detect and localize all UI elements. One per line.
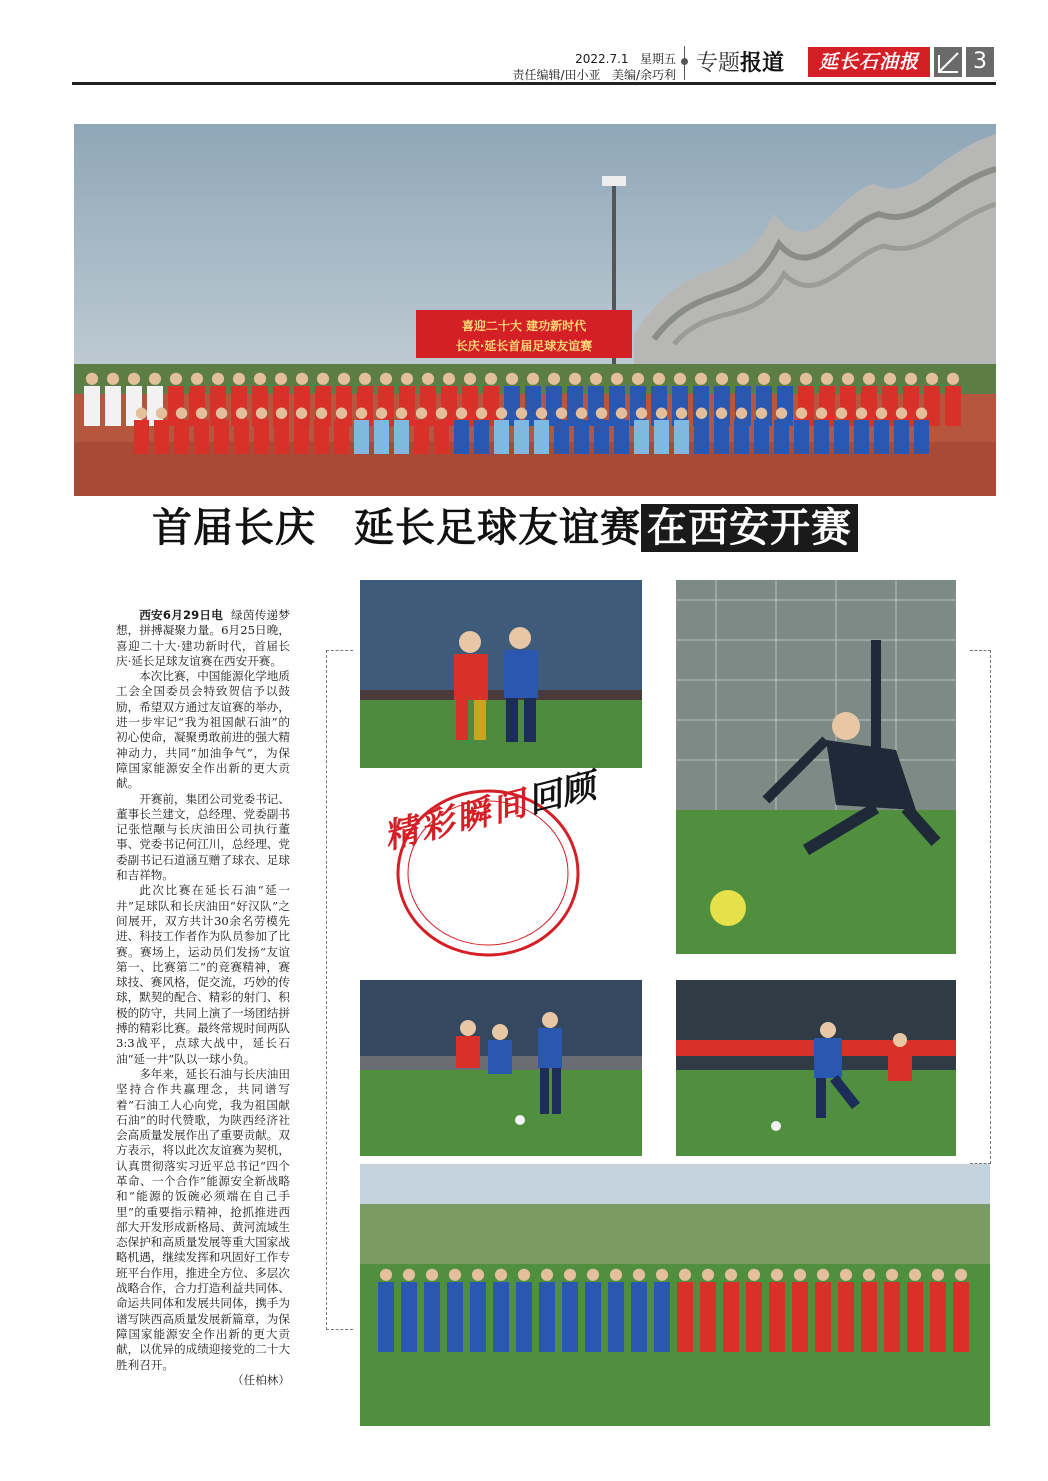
crowd-figure — [394, 408, 409, 454]
match-photo-goalkeeper — [676, 580, 956, 954]
crowd-figure — [903, 373, 919, 426]
crowd-figure — [174, 408, 189, 454]
headline-part-3: 在西安开赛 — [641, 504, 858, 552]
crowd-figure — [314, 408, 329, 454]
crowd-figure — [574, 408, 589, 454]
match-photo-attack — [360, 980, 642, 1156]
article-byline: （任柏林） — [232, 1372, 290, 1387]
headline — [152, 504, 858, 552]
crowd-figure — [334, 408, 349, 454]
header-divider-dot — [681, 58, 688, 65]
crowd-figure — [894, 408, 909, 454]
crowd-figure — [924, 373, 940, 426]
crowd-figure — [754, 408, 769, 454]
match-photo-kick — [676, 980, 956, 1156]
crowd-figure — [274, 408, 289, 454]
article-dateline: 西安6月29日电 — [139, 608, 224, 622]
crowd-figure — [154, 408, 169, 454]
crowd-figure — [294, 408, 309, 454]
article-paragraph-1 — [116, 608, 290, 669]
crowd-figure — [814, 408, 829, 454]
main-team-photo — [74, 124, 996, 496]
banner-line-1: 喜迎二十大 建功新时代 — [461, 319, 587, 333]
crowd-figure — [234, 408, 249, 454]
crowd-figure — [654, 408, 669, 454]
crowd-figure — [774, 408, 789, 454]
article-paragraph-1-text: 绿茵传递梦想，拼搏凝聚力量。6月25日晚，喜迎二十大·建功新时代，首届长庆·延长足球友谊赛在西安开赛。 — [116, 608, 290, 668]
crowd-figure — [483, 373, 499, 426]
editor-label: 责任编辑/田小亚 — [512, 68, 601, 82]
header-rule — [72, 82, 996, 85]
date-value: 2022.7.1 — [575, 52, 629, 66]
article-body — [116, 608, 290, 1388]
crowd-figure — [474, 408, 489, 454]
crowd-figure — [504, 373, 520, 426]
crowd-figure — [854, 408, 869, 454]
crowd-figure — [534, 408, 549, 454]
crowd-figure — [874, 408, 889, 454]
weekday-value: 星期五 — [639, 52, 676, 66]
banner-line-2: 长庆·延长首届足球友谊赛 — [455, 339, 593, 353]
section-title-light: 专题 — [696, 51, 741, 76]
crowd-figure — [634, 408, 649, 454]
crowd-figure — [354, 408, 369, 454]
page-corner-icon — [934, 47, 962, 77]
crowd-figure — [945, 373, 961, 426]
crowd-figure — [614, 408, 629, 454]
crowd-figure — [674, 408, 689, 454]
designer-label: 美编/余巧利 — [611, 68, 676, 82]
crowd-figure — [694, 408, 709, 454]
photo-group-bracket-left — [326, 650, 353, 1330]
article-paragraph-4: 此次比赛在延长石油“延一井”足球队和长庆油田“好汉队”之间展开，双方共计30余名劳模先进、科技工作者作为队员参加了比赛。赛场上，运动员们发扬“友谊第一、比赛第二”的竞赛精神，赛球技、赛风格，促交流，巧妙的传球，默契的配合、精彩的射门、积极的防守，共同上演了一场团结拼搏的精彩比赛。最终常规时间两队3:3战平，点球大战中，延长石油“延一井”队以一球小负。 — [116, 883, 290, 1066]
crowd-figure — [914, 408, 929, 454]
crowd-figure — [734, 408, 749, 454]
headline-part-1: 首届长庆 — [152, 505, 316, 551]
headline-part-2: 延长足球友谊赛 — [354, 505, 641, 551]
crowd-figure — [134, 408, 149, 454]
article-paragraph-5: 多年来，延长石油与长庆油田坚持合作共赢理念，共同谱写着“石油工人心向党，我为祖国献石油”的时代赞歌，为陕西经济社会高质量发展作出了重要贡献。双方表示，将以此次友谊赛为契机，认真贯彻落实习近平总书记“四个革命、一个合作”能源安全新战略和“能源的饭碗必须端在自己手里”的重要指示精神，抢抓推进西部大开发形成新格局、黄河流域生态保护和高质量发展等重大国家战略机遇，继续发挥和巩固好工作专班平台作用，推进全方位、多层次战略合作，合力打造利益共同体、命运共同体和发展共同体，携手为谱写陕西高质量发展新篇章，为保障国家能源安全作出新的更大贡献，以优异的成绩迎接党的二十大胜利召开。 — [116, 1066, 290, 1372]
section-title-bold: 报道 — [740, 51, 785, 76]
newspaper-brand-logo: 延长石油报 — [808, 47, 930, 77]
crowd-figure — [494, 408, 509, 454]
article-paragraph-2: 本次比赛，中国能源化学地质工会全国委员会特致贺信予以鼓励，希望双方通过友谊赛的举办，进一步牢记“我为祖国献石油”的初心使命，凝聚勇敢前进的强大精神动力，共同“加油争气”，为保障国家能源安全作出新的更大贡献。 — [116, 669, 290, 791]
crowd-figure — [794, 408, 809, 454]
crowd-figure — [834, 408, 849, 454]
crowd-figure — [254, 408, 269, 454]
crowd-figure — [194, 408, 209, 454]
crowd-figure — [454, 408, 469, 454]
match-photo-duel — [360, 580, 642, 768]
crowd-figure — [714, 408, 729, 454]
page-number: 3 — [966, 47, 994, 77]
photo-group-bracket-right — [970, 650, 991, 1164]
crowd-figure — [374, 408, 389, 454]
match-photo-lineup — [360, 1164, 990, 1426]
crowd-figure — [84, 373, 100, 426]
crowd-figure — [434, 408, 449, 454]
issue-date — [560, 50, 676, 67]
crowd-figure — [554, 408, 569, 454]
highlights-title-black: 回顾 — [523, 766, 600, 822]
crowd-figure — [514, 408, 529, 454]
crowd-figure — [105, 373, 121, 426]
article-paragraph-3: 开赛前，集团公司党委书记、董事长兰建文，总经理、党委副书记张恺颙与长庆油田公司执行董事、党委书记何江川，总经理、党委副书记石道涵互赠了球衣、足球和吉祥物。 — [116, 791, 290, 883]
crowd-figure — [594, 408, 609, 454]
highlights-title-red: 精彩瞬间 — [380, 782, 534, 858]
section-title — [696, 46, 784, 77]
editor-credits — [470, 66, 676, 83]
crowd-figure — [414, 408, 429, 454]
crowd-figure — [214, 408, 229, 454]
